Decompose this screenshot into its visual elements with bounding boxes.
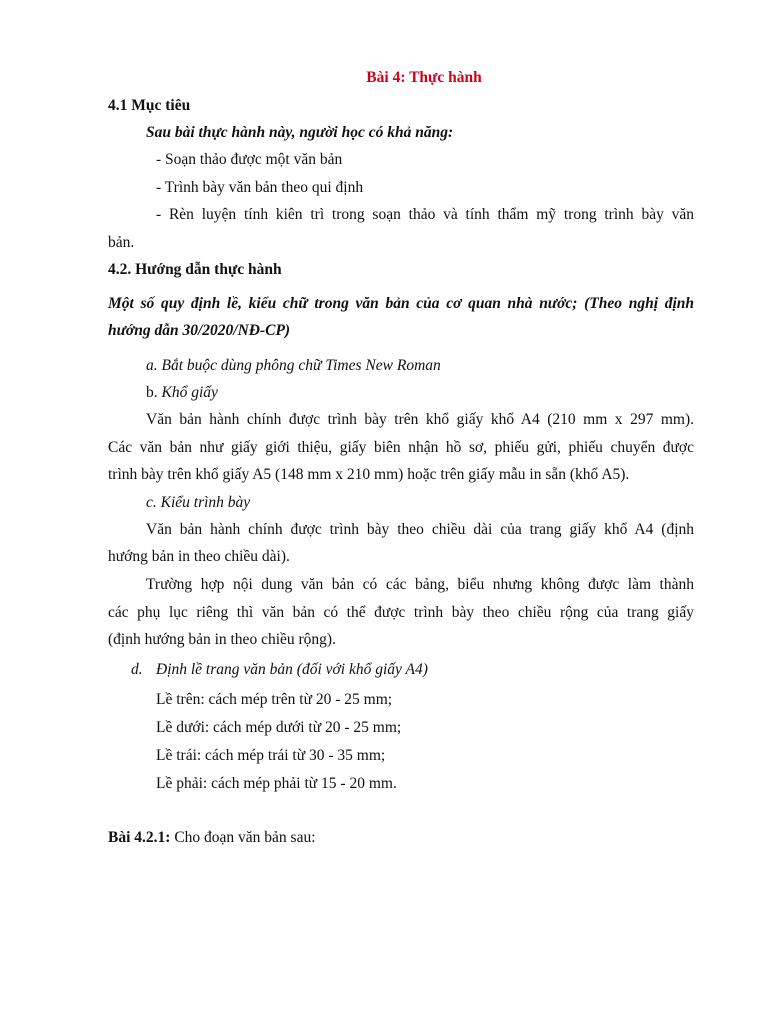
paper-size-line: Văn bản hành chính được trình bày trên khổ giấy khổ A4 (210 mm x 297 mm). xyxy=(146,411,694,428)
exercise-label: Bài 4.2.1: xyxy=(108,829,171,846)
paper-size-line: Các văn bản như giấy giới thiệu, giấy biên nhận hồ sơ, phiếu gửi, phiếu chuyển được xyxy=(108,439,694,456)
rule-item-a: a. Bắt buộc dùng phông chữ Times New Roman xyxy=(146,357,441,374)
exercise-text: Cho đoạn văn bản sau: xyxy=(170,829,316,846)
layout-line: Văn bản hành chính được trình bày theo chiều dài của trang giấy khổ A4 (định xyxy=(146,521,694,538)
layout-line: các phụ lục riêng thì văn bản có thể được trình bày theo chiều rộng của trang giấy xyxy=(108,604,694,621)
rules-intro-line: Một số quy định lề, kiểu chữ trong văn bản của cơ quan nhà nước; (Theo nghị định xyxy=(108,295,694,312)
margin-item: Lề trên: cách mép trên từ 20 - 25 mm; xyxy=(156,691,393,708)
exercise-line xyxy=(108,828,316,848)
section-1-heading: 4.1 Mục tiêu xyxy=(108,97,191,114)
goals-intro: Sau bài thực hành này, người học có khả năng: xyxy=(146,124,454,141)
rule-item-d-letter: d. xyxy=(131,661,143,678)
margin-item: Lề phải: cách mép phải từ 15 - 20 mm. xyxy=(156,775,397,792)
rule-item-b-prefix: b. xyxy=(146,384,162,401)
rule-item-b-label: Khổ giấy xyxy=(161,384,218,401)
goal-item-continued: bản. xyxy=(108,234,135,251)
margin-item: Lề trái: cách mép trái từ 30 - 35 mm; xyxy=(156,747,386,764)
layout-line: (định hướng bản in theo chiều rộng). xyxy=(108,631,336,648)
goal-item: - Soạn thảo được một văn bản xyxy=(156,151,343,168)
rule-item-c: c. Kiểu trình bày xyxy=(146,494,251,511)
rule-item-d: Định lề trang văn bản (đối với khổ giấy A4) xyxy=(156,661,428,678)
section-2-heading: 4.2. Hướng dẫn thực hành xyxy=(108,261,282,278)
paper-size-line: trình bày trên khổ giấy A5 (148 mm x 210 mm) hoặc trên giấy mẫu in sẵn (khổ A5). xyxy=(108,466,630,483)
layout-line: Trường hợp nội dung văn bản có các bảng, biểu nhưng không được làm thành xyxy=(146,576,694,593)
rule-item-b xyxy=(146,383,218,403)
page-title: Bài 4: Thực hành xyxy=(366,69,482,86)
goal-item: - Rèn luyện tính kiên trì trong soạn thảo và tính thẩm mỹ trong trình bày văn xyxy=(156,206,694,223)
layout-line: hướng bản in theo chiều dài). xyxy=(108,548,290,565)
margin-item: Lề dưới: cách mép dưới từ 20 - 25 mm; xyxy=(156,719,402,736)
goal-item: - Trình bày văn bản theo qui định xyxy=(156,179,364,196)
rules-intro-line: hướng dẫn 30/2020/NĐ-CP) xyxy=(108,322,291,339)
